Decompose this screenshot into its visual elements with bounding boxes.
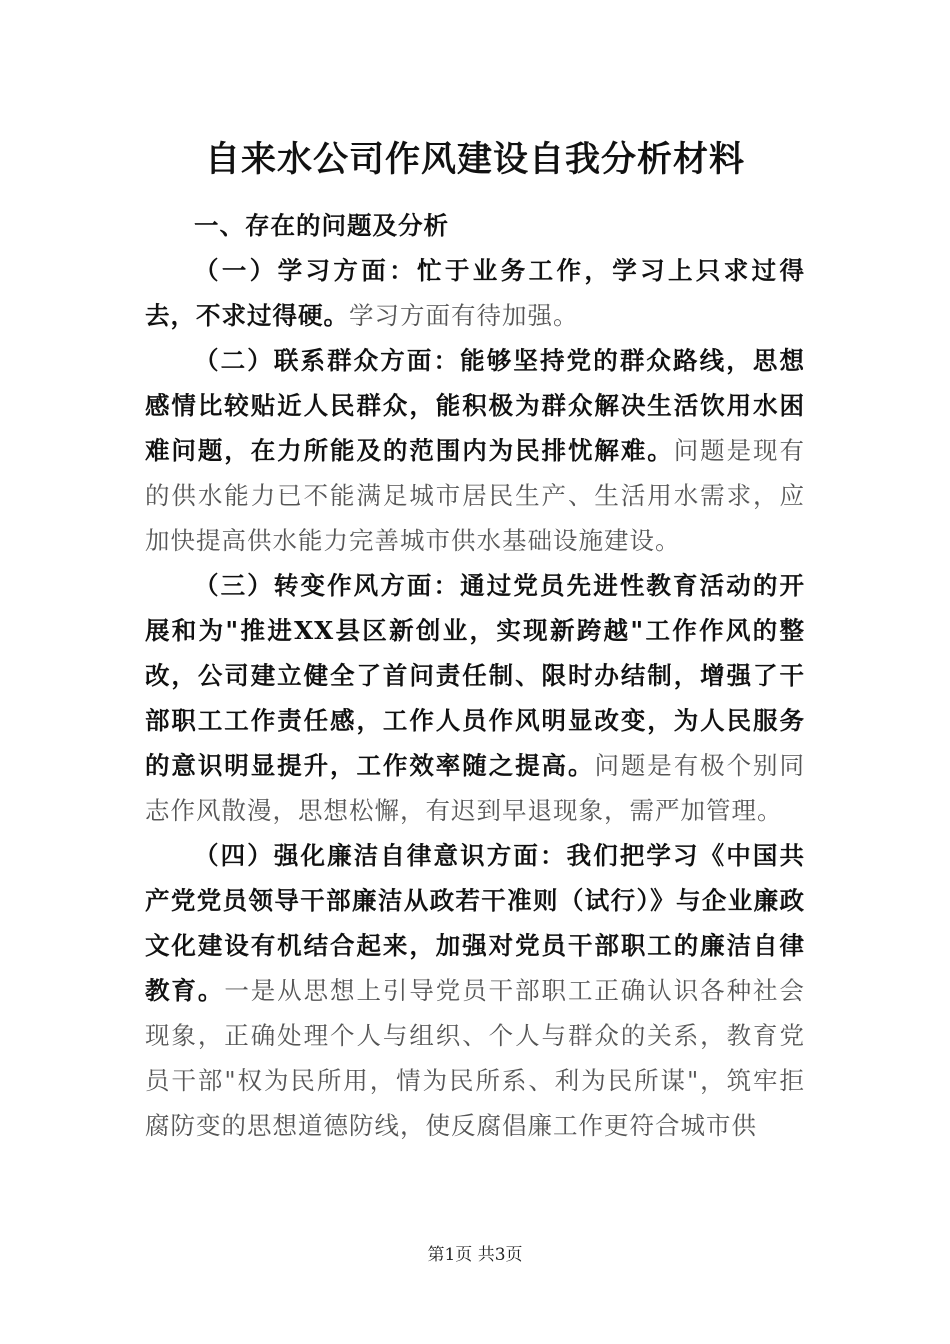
paragraph-integrity <box>145 833 805 1148</box>
paragraph-masses <box>145 338 805 563</box>
document-body <box>145 203 805 1148</box>
paragraph-study <box>145 248 805 338</box>
paragraph-integrity-light: 一是从思想上引导党员干部职工正确认识各种社会现象，正确处理个人与组织、个人与群众的关系，教育党员干部"权为民所用，情为民所系、利为民所谋"，筑牢拒腐防变的思想道德防线，使反腐倡廉工作更符合城市供 <box>145 976 805 1140</box>
paragraph-style <box>145 563 805 833</box>
paragraph-study-light: 学习方面有待加强。 <box>349 301 579 330</box>
paragraph-masses-light: 问题是现有的供水能力已不能满足城市居民生产、生活用水需求，应加快提高供水能力完善城市供水基础设施建设。 <box>145 436 805 555</box>
paragraph-masses-bold: （二）联系群众方面：能够坚持党的群众路线，思想感情比较贴近人民群众，能积极为群众解决生活饮用水困难问题，在力所能及的范围内为民排忧解难。 <box>145 346 805 465</box>
paragraph-style-bold: （三）转变作风方面：通过党员先进性教育活动的开展和为"推进XX县区新创业，实现新跨越"工作作风的整改，公司建立健全了首问责任制、限时办结制，增强了干部职工工作责任感，工作人员作风明显改变，为人民服务的意识明显提升，工作效率随之提高。 <box>145 571 805 780</box>
section-heading: 一、存在的问题及分析 <box>194 211 449 240</box>
paragraph-study-bold: （一）学习方面：忙于业务工作，学习上只求过得去，不求过得硬。 <box>145 256 805 330</box>
document-title: 自来水公司作风建设自我分析材料 <box>204 139 745 180</box>
paragraph-integrity-bold: （四）强化廉洁自律意识方面：我们把学习《中国共产党党员领导干部廉洁从政若干准则（试行）》与企业廉政文化建设有机结合起来，加强对党员干部职工的廉洁自律教育。 <box>145 841 805 1005</box>
page-footer: 第1页 共3页 <box>427 1245 523 1265</box>
paragraph-style-light: 问题是有极个别同志作风散漫，思想松懈，有迟到早退现象，需严加管理。 <box>145 751 805 825</box>
